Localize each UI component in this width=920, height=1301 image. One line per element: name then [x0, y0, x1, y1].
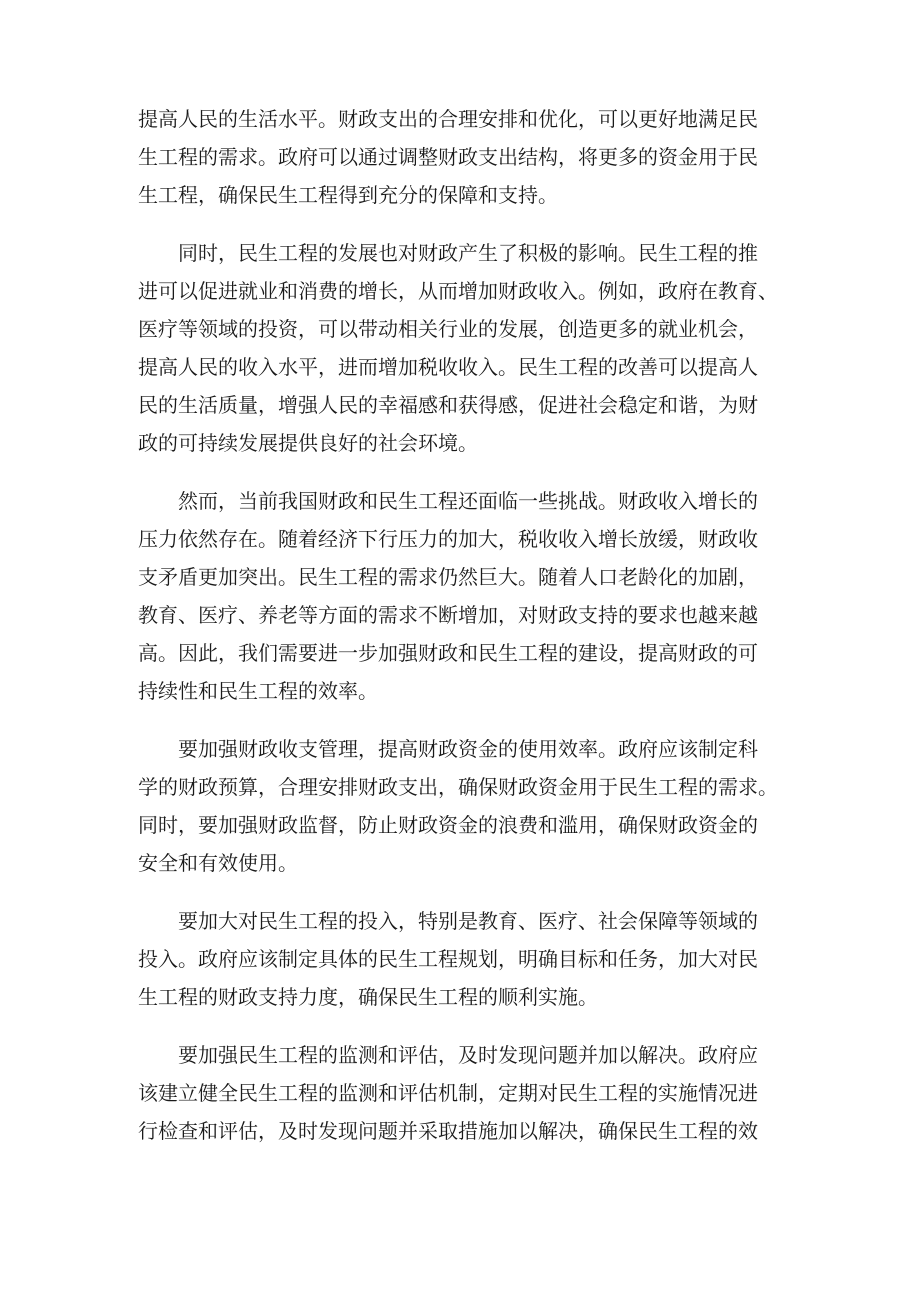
paragraph-2 [138, 234, 788, 462]
paragraph-line: 要加强财政收支管理，提高财政资金的使用效率。政府应该制定科 [178, 737, 758, 761]
paragraph-line: 然而，当前我国财政和民生工程还面临一些挑战。财政收入增长的 [178, 489, 758, 513]
paragraph-line: 学的财政预算，合理安排财政支出，确保财政资金用于民生工程的需求。 [138, 775, 778, 799]
paragraph-line: 生工程的财政支持力度，确保民生工程的顺利实施。 [138, 985, 598, 1009]
paragraph-line: 进可以促进就业和消费的增长，从而增加财政收入。例如，政府在教育、 [138, 279, 778, 303]
paragraph-6 [138, 1036, 788, 1150]
paragraph-line: 政的可持续发展提供良好的社会环境。 [138, 431, 478, 455]
paragraph-line: 行检查和评估，及时发现问题并采取措施加以解决，确保民生工程的效 [138, 1119, 758, 1143]
paragraph-line: 要加大对民生工程的投入，特别是教育、医疗、社会保障等领域的 [178, 909, 758, 933]
paragraph-line: 要加强民生工程的监测和评估，及时发现问题并加以解决。政府应 [178, 1043, 758, 1067]
paragraph-3 [138, 482, 788, 710]
paragraph-1 [138, 100, 788, 214]
paragraph-line: 安全和有效使用。 [138, 851, 298, 875]
paragraph-line: 教育、医疗、养老等方面的需求不断增加，对财政支持的要求也越来越 [138, 603, 758, 627]
paragraph-4 [138, 730, 788, 882]
paragraph-line: 医疗等领域的投资，可以带动相关行业的发展，创造更多的就业机会， [138, 317, 758, 341]
paragraph-line: 支矛盾更加突出。民生工程的需求仍然巨大。随着人口老龄化的加剧， [138, 565, 758, 589]
paragraph-line: 该建立健全民生工程的监测和评估机制，定期对民生工程的实施情况进 [138, 1081, 758, 1105]
paragraph-line: 同时，民生工程的发展也对财政产生了积极的影响。民生工程的推 [178, 241, 758, 265]
paragraph-line: 提高人民的收入水平，进而增加税收收入。民生工程的改善可以提高人 [138, 355, 758, 379]
paragraph-line: 压力依然存在。随着经济下行压力的加大，税收收入增长放缓，财政收 [138, 527, 758, 551]
paragraph-line: 持续性和民生工程的效率。 [138, 679, 378, 703]
paragraph-line: 投入。政府应该制定具体的民生工程规划，明确目标和任务，加大对民 [138, 947, 758, 971]
paragraph-line: 民的生活质量，增强人民的幸福感和获得感，促进社会稳定和谐，为财 [138, 393, 758, 417]
paragraph-line: 生工程的需求。政府可以通过调整财政支出结构，将更多的资金用于民 [138, 145, 758, 169]
document-body [138, 100, 788, 1170]
paragraph-line: 高。因此，我们需要进一步加强财政和民生工程的建设，提高财政的可 [138, 641, 758, 665]
paragraph-line: 同时，要加强财政监督，防止财政资金的浪费和滥用，确保财政资金的 [138, 813, 758, 837]
paragraph-line: 提高人民的生活水平。财政支出的合理安排和优化，可以更好地满足民 [138, 107, 758, 131]
paragraph-line: 生工程，确保民生工程得到充分的保障和支持。 [138, 183, 558, 207]
paragraph-5 [138, 902, 788, 1016]
